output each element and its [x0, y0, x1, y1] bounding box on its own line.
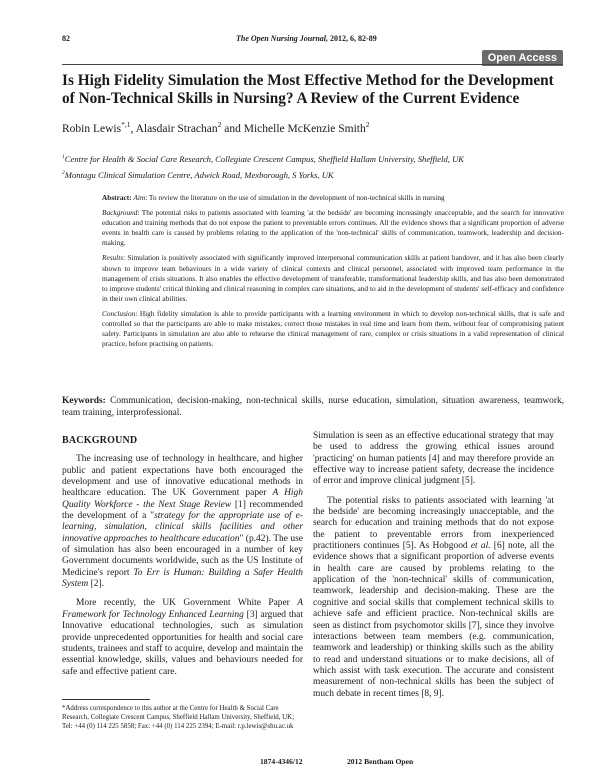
- text-run: The increasing use of technology in healthcare, and higher public and patient expectations have both encouraged the development and use of innovative educational methods in healthcare education. The UK Government paper: [62, 454, 303, 499]
- text-run-italic: To Err is Human: Building a Safer Health System: [62, 567, 303, 590]
- author-name: Alasdair Strachan: [135, 123, 218, 135]
- author-separator: and: [221, 123, 244, 135]
- body-paragraph: Simulation is seen as an effective educational strategy that may be used to address the growing ethical issues around 'practicing' on human patients [4] and may therefore provide an effective way to increase patient safety, decrease the incidence of error and improve clinical judgment [5].: [313, 431, 554, 487]
- conclusion-text: : High fidelity simulation is able to provide participants with a learning environment in which to develop non-technical skills, that is safe and controlled so that the participants are able to make mistakes, correct those mistakes in real time and learn from them, without fear of compromising patient safety. Participants in simulation are also able to rehearse the clinical management of rare, complex or crisis situations in a valid representation of clinical practice, before practising on patients.: [102, 308, 564, 349]
- text-run-italic: A Framework for Technology Enhanced Learning: [62, 598, 303, 620]
- body-column-right: [313, 431, 554, 708]
- journal-details: 2012, 6, 82-89: [328, 34, 377, 43]
- footer-issn: 1874-4346/12: [260, 757, 303, 766]
- author-sup: 2: [365, 120, 370, 130]
- affiliation-1: [62, 154, 562, 164]
- text-run: [2].: [88, 579, 104, 590]
- article-title: Is High Fidelity Simulation the Most Effective Method for the Development of Non-Technical Skills in Nursing? A Review of the Current Evidence: [62, 72, 554, 107]
- journal-header: [236, 34, 377, 43]
- keywords-text: Communication, decision-making, non-technical skills, nurse education, simulation, situation awareness, teamwork, team training, interprofessional.: [62, 396, 564, 418]
- body-paragraph: [62, 454, 303, 590]
- abstract: [102, 193, 564, 354]
- keywords-label: Keywords:: [62, 396, 106, 406]
- affiliation-sup: 2: [62, 170, 65, 177]
- journal-name: The Open Nursing Journal,: [236, 34, 329, 43]
- aim-label: Aim: [133, 193, 146, 202]
- body-column-left: [62, 435, 303, 686]
- abstract-conclusion: [102, 309, 564, 349]
- author-sup: 2: [217, 120, 222, 130]
- header-rule: [62, 64, 563, 65]
- affiliation-sup: 1: [62, 154, 65, 161]
- text-run: [6] note, all the evidence shows that a significant proportion of adverse events in health care are caused by problems relating to the application of the 'non-technical' skills of communication, teamwork, leadership and decision-making. These are the cognitive and social skills that complement technical skills to achieve safe and efficient practice. Non-technical skills are seen as distinct from psychomotor skills [7], since they involve interactions between team members (e.g. communication, teamwork and leadership) or thinking skills such as the ability to read and understand situations or to make decisions, all of which assist with task execution. The accurate and consistent measurement of non-technical skills has been the subject of much debate in recent times [8, 9].: [313, 541, 555, 699]
- correspondence-footnote: [62, 704, 304, 732]
- aim-text: : To review the literature on the use of simulation in the development of non-technical skills in nursing: [145, 193, 445, 202]
- page-number: 82: [62, 34, 70, 43]
- abstract-background: [102, 208, 564, 248]
- text-run-italic: et al.: [470, 541, 491, 552]
- footnote-rule: [62, 699, 150, 700]
- text-run: [3] argued that Innovative educational technologies, such as simulation provide unprecedented opportunities for health and social care students, trainees and staff to acquire, develop and maintain the essential knowledge, skills, values and behaviours needed for safe and effective patient care.: [62, 609, 303, 677]
- conclusion-label: Conclusion: [102, 308, 136, 318]
- section-heading: BACKGROUND: [62, 435, 138, 446]
- text-run: The potential risks to patients associated with learning 'at the bedside' are becoming increasingly unacceptable, and the search for education and training methods that do not expose the patient to preventable errors from inexperienced practitioners continues [5]. As Hobgood: [313, 495, 554, 552]
- text-run: More recently, the UK Government White Paper: [76, 598, 298, 609]
- abstract-aim: [102, 193, 564, 203]
- text-run: " (p.42). The use of simulation has also been encouraged in a number of key Government documents worldwide, such as the US Institute of Medicine's report: [62, 533, 303, 578]
- footnote-text: *Address correspondence to this author at the Centre for Health & Social Care Research, Collegiate Crescent Campus, Sheffield Hallam University, Sheffield, UK; Tel: +44 (0) 114 225 5858; Fax: +44 (0) 114 225 2394; E-mail: r.p.lewis@shu.ac.uk: [62, 705, 294, 731]
- abstract-results: [102, 253, 564, 303]
- abstract-label: Abstract:: [102, 193, 132, 202]
- background-label: Background: [102, 208, 138, 218]
- affiliation-text: Montagu Clinical Simulation Centre, Adwick Road, Mexborough, S Yorks, UK: [64, 170, 334, 180]
- footer-publisher: 2012 Bentham Open: [347, 757, 414, 766]
- affiliation-text: Centre for Health & Social Care Research, Collegiate Crescent Campus, Sheffield Hallam University, Sheffield, UK: [64, 154, 465, 164]
- author-name: Robin Lewis: [62, 123, 122, 135]
- author-name: Michelle McKenzie Smith: [243, 123, 366, 135]
- results-label: Results: [102, 253, 124, 263]
- open-access-badge: Open Access: [482, 50, 563, 66]
- results-text: : Simulation is positively associated with significantly improved interpersonal communication skills at patient handover, and it has also been clearly shown to improve team behaviours in a wide variety of clinical contexts and clinical personnel, associated with improved team performance in the management of crisis situations. It also enables the effective development of transferable, transformational leadership skills, and has also been demonstrated to improve students' critical thinking and clinical reasoning in complex care situations, and to aid in the development of students' self-efficacy and confidence in their own clinical abilities.: [102, 253, 564, 303]
- affiliation-2: [62, 170, 562, 180]
- author-separator: ,: [130, 123, 136, 135]
- body-paragraph: [313, 496, 554, 700]
- text-run-italic: A High Quality Workforce - the Next Stage Review: [62, 488, 303, 510]
- text-run-italic: strategy for the appropriate use of e-learning, simulation, clinical skills facilities and other innovative approaches to healthcare education: [62, 511, 303, 544]
- author-list: [62, 120, 562, 135]
- keywords: [62, 396, 564, 419]
- text-run: [1] recommended the development of a ": [62, 499, 303, 522]
- author-sup: *,1: [121, 120, 131, 130]
- background-text: : The potential risks to patients associated with learning 'at the bedside' are becoming increasingly unacceptable, and the search for innovative education and training methods that do not expose the patient to preventable errors continues. All the evidence shows that a significant proportion of adverse events in health care is caused by problems relating to the application of the 'non-technical' skills of communication, teamwork, leadership and decision-making.: [102, 208, 564, 248]
- body-paragraph: [62, 598, 303, 677]
